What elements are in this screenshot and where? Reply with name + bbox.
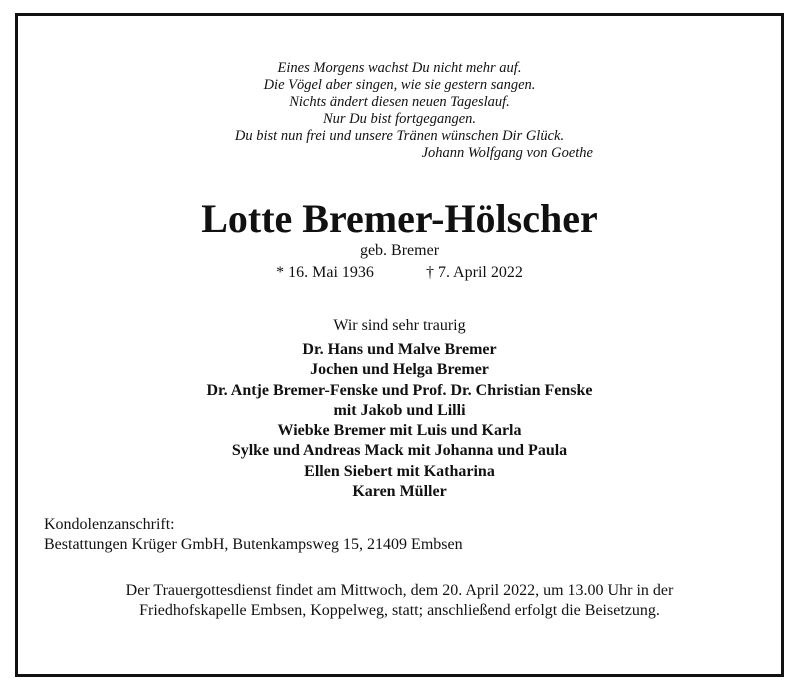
obituary-notice	[15, 13, 784, 677]
service-line: Friedhofskapelle Embsen, Koppelweg, statt; anschließend erfolgt die Beisetzung.	[139, 602, 660, 619]
condolence-label: Kondolenzanschrift:	[44, 516, 175, 533]
condolence-address	[44, 515, 463, 555]
maiden-name: geb. Bremer	[359, 242, 440, 259]
mourner-line: Karen Müller	[352, 483, 447, 501]
poem-line: Nur Du bist fortgegangen.	[322, 111, 477, 127]
mourner-line: Dr. Hans und Malve Bremer	[302, 341, 497, 358]
death-date: † 7. April 2022	[425, 264, 523, 281]
mourner-line: Dr. Antje Bremer-Fenske und Prof. Dr. Christian Fenske	[206, 381, 593, 399]
mourner-line: Sylke und Andreas Mack mit Johanna und Paula	[231, 442, 568, 460]
mourning-intro: Wir sind sehr traurig	[333, 317, 466, 334]
poem-author: Johann Wolfgang von Goethe	[421, 145, 593, 161]
poem-line: Du bist nun frei und unsere Tränen wünschen Dir Glück.	[234, 128, 565, 144]
funeral-service-info	[18, 581, 781, 621]
mourner-line: Wiebke Bremer mit Luis und Karla	[277, 422, 522, 440]
deceased-name: Lotte Bremer-Hölscher	[201, 196, 598, 241]
mourner-line: Jochen und Helga Bremer	[310, 361, 489, 379]
poem-line: Die Vögel aber singen, wie sie gestern sangen.	[263, 77, 536, 93]
condolence-address-line: Bestattungen Krüger GmbH, Butenkampsweg 15, 21409 Embsen	[44, 536, 463, 553]
birth-date: * 16. Mai 1936	[276, 264, 374, 281]
service-line: Der Trauergottesdienst findet am Mittwoch, dem 20. April 2022, um 13.00 Uhr in der	[125, 582, 674, 599]
poem-line: Eines Morgens wachst Du nicht mehr auf.	[277, 60, 522, 76]
poem-line: Nichts ändert diesen neuen Tageslauf.	[289, 94, 510, 110]
mourner-line: mit Jakob und Lilli	[333, 401, 466, 419]
poem	[18, 60, 781, 162]
mourners-list	[18, 340, 781, 502]
mourner-line: Ellen Siebert mit Katharina	[304, 462, 495, 480]
life-dates	[18, 263, 781, 283]
